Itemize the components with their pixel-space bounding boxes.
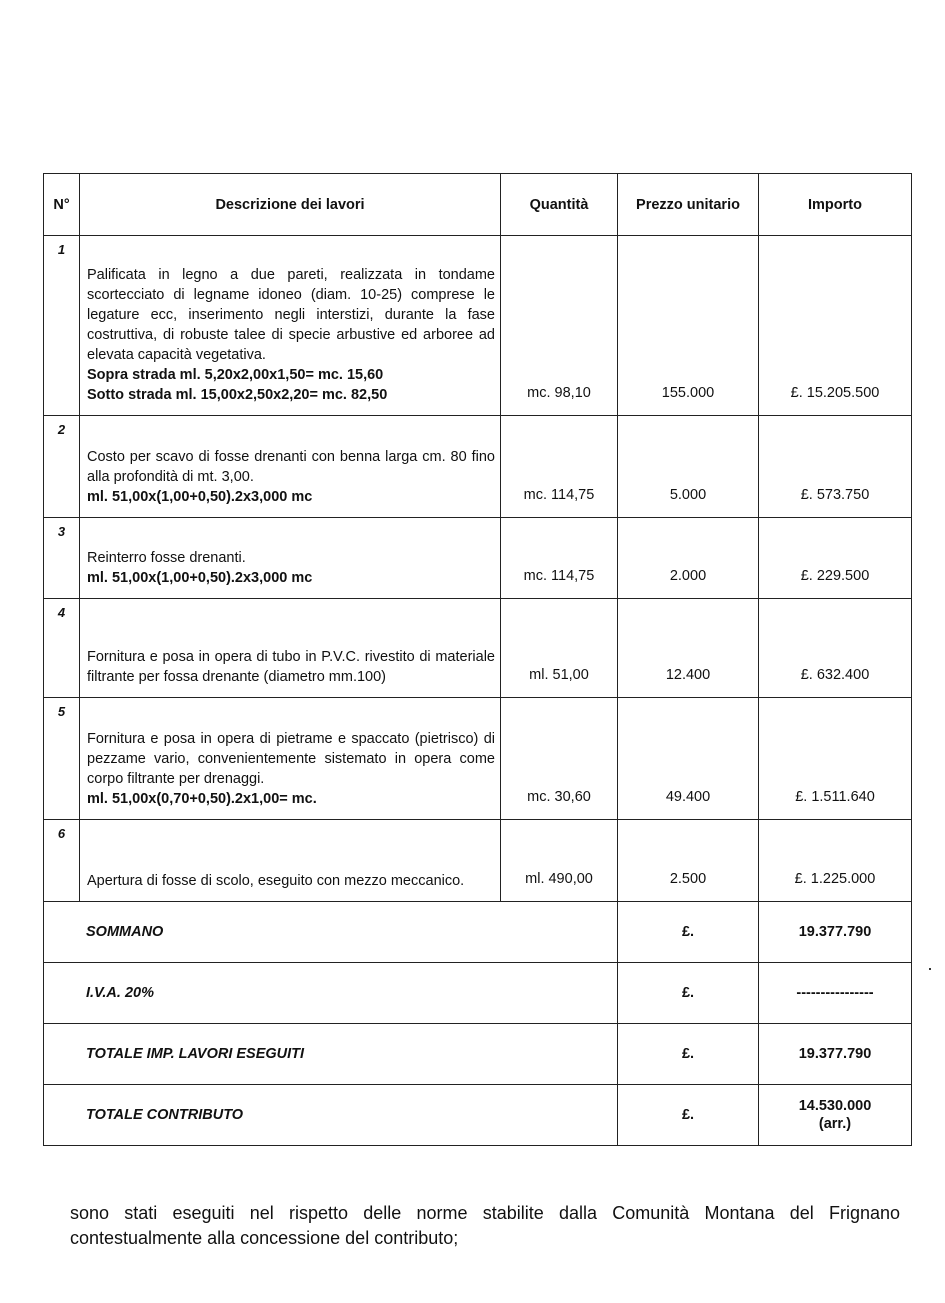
row-quantity: mc. 114,75 [501,416,618,518]
summary-label: TOTALE IMP. LAVORI ESEGUITI [44,1024,618,1085]
summary-note: (arr.) [818,1116,852,1132]
row-number: 5 [44,698,80,820]
summary-currency: £. [618,963,759,1024]
row-number: 6 [44,820,80,902]
row-unit-price: 2.500 [618,820,759,902]
row-quantity: mc. 98,10 [501,236,618,416]
description-text: Apertura di fosse di scolo, eseguito con mezzo meccanico. [87,873,465,889]
summary-value: 14.530.000 [798,1098,872,1114]
row-unit-price: 12.400 [618,599,759,698]
summary-currency: £. [618,1024,759,1085]
row-number: 3 [44,518,80,599]
summary-label: SOMMANO [44,902,618,963]
row-description [80,599,501,698]
footer-paragraph: sono stati eseguiti nel rispetto delle norme stabilite dalla Comunità Montana del Frignano contestualmente alla concessione del contributo; [70,1203,900,1248]
summary-currency: £. [618,902,759,963]
row-amount: £. 1.225.000 [759,820,912,902]
table-row [44,518,912,599]
header-unit-price: Prezzo unitario [618,174,759,236]
summary-value-cell [759,1085,912,1146]
row-description [80,820,501,902]
table-row [44,820,912,902]
measurement-text: ml. 51,00x(1,00+0,50).2x3,000 mc [87,570,313,586]
row-number: 4 [44,599,80,698]
row-unit-price: 2.000 [618,518,759,599]
summary-row-total-contribution [44,1085,912,1146]
row-quantity: ml. 51,00 [501,599,618,698]
table-row [44,416,912,518]
header-description: Descrizione dei lavori [80,174,501,236]
description-text: Reinterro fosse drenanti. [87,550,246,566]
measurement-text: ml. 51,00x(0,70+0,50).2x1,00= mc. [87,791,317,807]
description-text: Fornitura e posa in opera di pietrame e spaccato (pietrisco) di pezzame vario, convenientemente sistemato in opera come corpo filtrante per drenaggi. [87,731,495,787]
table-row [44,698,912,820]
row-description [80,698,501,820]
row-amount: £. 15.205.500 [759,236,912,416]
summary-value: 19.377.790 [759,902,912,963]
row-amount: £. 573.750 [759,416,912,518]
row-description [80,236,501,416]
summary-label: I.V.A. 20% [44,963,618,1024]
summary-value: ---------------- [759,963,912,1024]
table-row [44,599,912,698]
row-number: 1 [44,236,80,416]
header-quantity: Quantità [501,174,618,236]
row-amount: £. 632.400 [759,599,912,698]
works-table [43,173,912,1146]
summary-label: TOTALE CONTRIBUTO [44,1085,618,1146]
summary-row-iva [44,963,912,1024]
summary-row-total-works [44,1024,912,1085]
measurement-text: ml. 51,00x(1,00+0,50).2x3,000 mc [87,489,313,505]
description-text: Palificata in legno a due pareti, realizzata in tondame scortecciato di legname idoneo (diam. 10-25) comprese le legature ecc, inserimento negli interstizi, durante la fase costruttiva, di robuste talee di specie arbustive ed arboree ad elevata capacità vegetativa. [87,267,495,363]
table-header-row [44,174,912,236]
row-quantity: mc. 114,75 [501,518,618,599]
row-number: 2 [44,416,80,518]
row-unit-price: 155.000 [618,236,759,416]
measurement-text: Sotto strada ml. 15,00x2,50x2,20= mc. 82,50 [87,387,388,403]
summary-row-sommano [44,902,912,963]
header-amount: Importo [759,174,912,236]
row-description [80,416,501,518]
summary-value: 19.377.790 [759,1024,912,1085]
row-amount: £. 1.511.640 [759,698,912,820]
scan-speck [929,968,931,970]
row-quantity: ml. 490,00 [501,820,618,902]
row-description [80,518,501,599]
measurement-text: Sopra strada ml. 5,20x2,00x1,50= mc. 15,60 [87,367,384,383]
summary-currency: £. [618,1085,759,1146]
description-text: Fornitura e posa in opera di tubo in P.V.C. rivestito di materiale filtrante per fossa drenante (diametro mm.100) [87,649,495,685]
description-text: Costo per scavo di fosse drenanti con benna larga cm. 80 fino alla profondità di mt. 3,00. [87,449,495,485]
row-unit-price: 5.000 [618,416,759,518]
row-quantity: mc. 30,60 [501,698,618,820]
table-row [44,236,912,416]
row-unit-price: 49.400 [618,698,759,820]
row-amount: £. 229.500 [759,518,912,599]
header-number: N° [44,174,80,236]
